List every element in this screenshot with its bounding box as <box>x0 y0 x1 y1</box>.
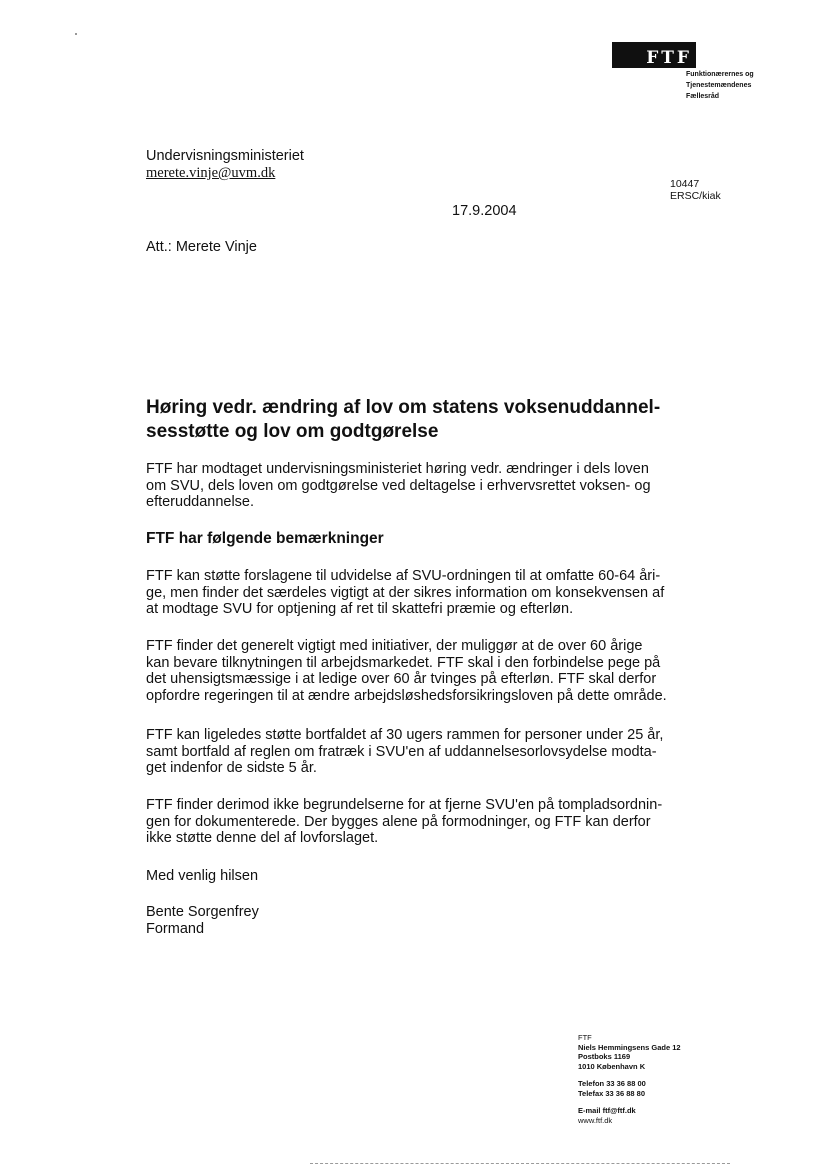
footer-pobox: Postboks 1169 <box>578 1052 631 1061</box>
text-line: opfordre regeringen til at ændre arbejdsløshedsforsikringsloven på dette område. <box>146 687 667 704</box>
text-line: ikke støtte denne del af lovforslaget. <box>146 830 379 846</box>
recipient-block <box>146 148 304 182</box>
text-line: FTF finder det generelt vigtigt med initiativer, der muliggør at de over 60 årige <box>146 638 643 654</box>
letter-date: 17.9.2004 <box>452 203 517 219</box>
reference-initials: ERSC/kiak <box>670 190 721 202</box>
intro-paragraph <box>146 461 716 511</box>
body-paragraph <box>146 568 716 618</box>
signature-block <box>146 904 716 937</box>
reference-number: 10447 <box>670 178 700 190</box>
text-line: FTF kan støtte forslagene til udvidelse af SVU-ordningen til at omfatte 60-64 åri- <box>146 568 661 584</box>
text-line: ge, men finder det særdeles vigtigt at der sikres information om konsekvensen af <box>146 584 665 601</box>
subject-heading <box>146 396 706 444</box>
ftf-logo-text: FTF <box>646 48 692 68</box>
text-line: FTF kan ligeledes støtte bortfaldet af 30 ugers rammen for personer under 25 år, <box>146 727 664 743</box>
scan-speck <box>75 33 77 35</box>
text-line: FTF har modtaget undervisningsministeriet høring vedr. ændringer i dels loven <box>146 461 649 477</box>
recipient-email-link[interactable]: merete.vinje@uvm.dk <box>146 165 276 181</box>
signature-name: Bente Sorgenfrey <box>146 904 259 920</box>
text-line: om SVU, dels loven om godtgørelse ved deltagelse i erhvervsrettet voksen- og <box>146 477 651 494</box>
body-paragraph <box>146 797 716 847</box>
text-line: at modtage SVU for optjening af ret til skattefri præmie og efterløn. <box>146 601 574 617</box>
footer-city: 1010 København K <box>578 1061 646 1071</box>
attention-line: Att.: Merete Vinje <box>146 239 257 255</box>
footer-fax: Telefax 33 36 88 80 <box>578 1088 645 1098</box>
footer-spacer <box>578 1098 681 1106</box>
subject-line: Høring vedr. ændring af lov om statens voksenuddannel- <box>146 397 661 418</box>
footer-org: FTF <box>578 1033 592 1042</box>
ftf-logo <box>612 42 696 68</box>
footer-email-link[interactable]: E-mail ftf@ftf.dk <box>578 1106 636 1115</box>
signature-title: Formand <box>146 920 205 937</box>
body-paragraph <box>146 727 716 777</box>
text-line: get indenfor de sidste 5 år. <box>146 760 317 776</box>
reference-block <box>670 178 721 202</box>
org-name-block <box>686 69 754 102</box>
footer-spacer <box>578 1071 681 1079</box>
org-name-line: Tjenestemændenes <box>686 82 752 89</box>
text-line: samt bortfald af reglen om fratræk i SVU'en af uddannelsesorlovsydelse modta- <box>146 743 657 760</box>
org-name-line: Fællesråd <box>686 93 720 100</box>
org-name-line: Funktionærernes og <box>686 71 754 78</box>
footer-street: Niels Hemmingsens Gade 12 <box>578 1042 681 1052</box>
section-heading: FTF har følgende bemærkninger <box>146 530 384 547</box>
text-line: gen for dokumenterede. Der bygges alene på formodninger, og FTF kan derfor <box>146 813 651 830</box>
subject-line: sesstøtte og lov om godtgørelse <box>146 421 439 442</box>
footer-address <box>578 1033 681 1125</box>
text-line: efteruddannelse. <box>146 494 255 510</box>
closing-line: Med venlig hilsen <box>146 868 259 884</box>
scan-edge-line <box>310 1163 730 1164</box>
text-line: kan bevare tilknytningen til arbejdsmarkedet. FTF skal i den forbindelse pege på <box>146 654 661 671</box>
text-line: det uhensigtsmæssige i at ledige over 60 år tvinges på efterløn. FTF skal derfor <box>146 671 657 687</box>
text-line: FTF finder derimod ikke begrundelserne for at fjerne SVU'en på tompladsordnin- <box>146 797 663 813</box>
recipient-name: Undervisningsministeriet <box>146 148 304 164</box>
footer-phone: Telefon 33 36 88 00 <box>578 1079 646 1088</box>
body-paragraph <box>146 638 716 704</box>
footer-web-link[interactable]: www.ftf.dk <box>578 1115 613 1125</box>
